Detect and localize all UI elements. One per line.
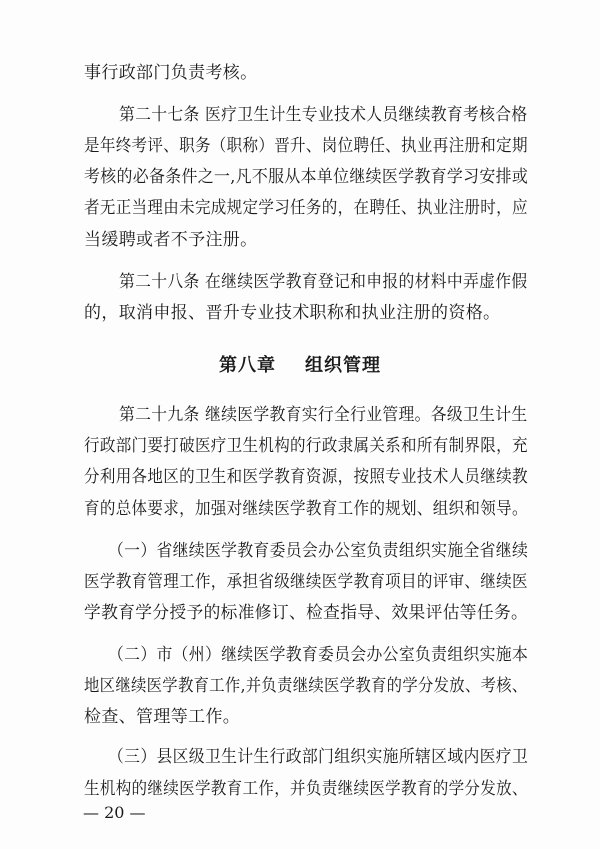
body-text-line: 检查、管理等工作。 [84,707,241,727]
body-text-line: 地区继续医学教育工作,并负责继续医学教育的学分发放、考核、 [84,676,528,696]
item-1-line: （一）省继续医学教育委员会办公室负责组织实施全省继续 [108,541,529,561]
body-text-line: 是年终考评、职务（职称）晋升、岗位聘任、执业再注册和定期 [84,136,528,156]
body-text-line: 考核的必备条件之一,凡不服从本单位继续医学教育学习安排或 [84,167,529,187]
body-text-line: 学教育学分授予的标准修订、检查指导、效果评估等任务。 [84,603,529,623]
body-text-line: 行政部门要打破医疗卫生机构的行政隶属关系和所有制界限，充 [84,436,528,456]
body-text-line: 者无正当理由未完成规定学习任务的，在聘任、执业注册时，应 [84,198,528,218]
body-text-line: 生机构的继续医学教育工作，并负责继续医学教育的学分发放、 [84,779,528,799]
article-29-line: 第二十九条 继续医学教育实行全行业管理。各级卫生计生 [119,405,528,425]
chapter-heading: 第八章 组织管理 [218,355,382,376]
body-text-line: 分利用各地区的卫生和医学教育资源，按照专业技术人员继续教 [84,467,528,487]
body-text-line: 当缓聘或者不予注册。 [84,230,258,250]
body-text-line: 育的总体要求，加强对继续医学教育工作的规划、组织和领导。 [84,499,528,519]
body-text-line: 的，取消申报、晋升专业技术职称和执业注册的资格。 [84,303,501,323]
article-28-line: 第二十八条 在继续医学教育登记和申报的材料中弄虚作假 [119,272,528,292]
item-3-line: （三）县区级卫生计生行政部门组织实施所辖区域内医疗卫 [108,747,529,767]
body-text-line: 事行政部门负责考核。 [84,63,258,83]
article-27-line: 第二十七条 医疗卫生计生专业技术人员继续教育考核合格 [119,105,528,125]
item-2-line: （二）市（州）继续医学教育委员会办公室负责组织实施本 [108,645,529,665]
page-number: — 20 — [83,803,146,822]
body-text-line: 医学教育管理工作，承担省级继续医学教育项目的评审、继续医 [84,572,528,592]
